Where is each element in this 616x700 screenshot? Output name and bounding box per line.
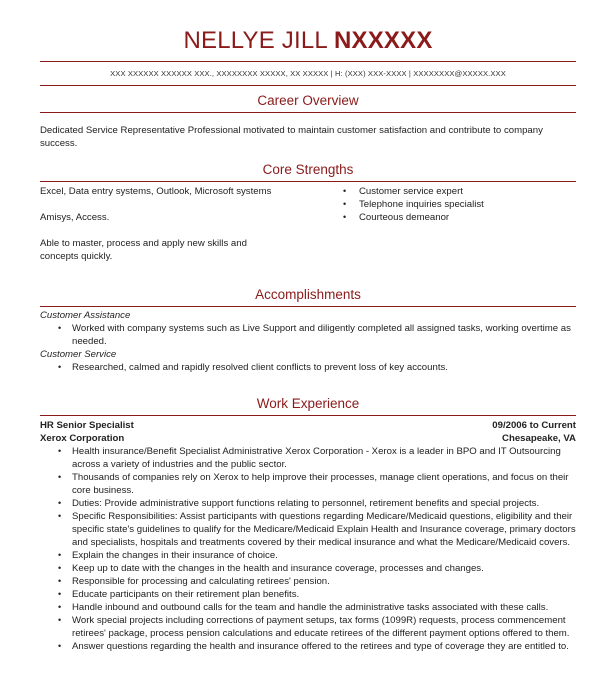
job-bullet: • Explain the changes in their insurance of choice. xyxy=(40,549,576,562)
career-overview-text: Dedicated Service Representative Professional motivated to maintain customer satisfaction and contribute to company success. xyxy=(40,125,543,149)
name-last: NXXXXX xyxy=(333,27,433,54)
strength-text: Amisys, Access. xyxy=(40,212,110,223)
accomplishment-heading: Customer Assistance xyxy=(40,310,131,321)
job-entry xyxy=(40,416,576,653)
job-subheader xyxy=(40,432,576,445)
job-bullet: • Keep up to date with the changes in the health and insurance coverage, processes and changes. xyxy=(40,562,576,575)
job-bullet: • Handle inbound and outbound calls for the team and handle the administrative tasks associated with these calls. xyxy=(40,601,576,614)
strength-text: Excel, Data entry systems, Outlook, Microsoft systems xyxy=(40,186,272,197)
core-strengths-columns xyxy=(40,182,576,263)
contact-info: XXX XXXXXX XXXXXX XXX., XXXXXXXX XXXXX, XX XXXXX | H: (XXX) XXX-XXXX | XXXXXXXX@XXXXX.XXX xyxy=(110,69,506,78)
strength-item: • Courteous demeanor xyxy=(338,211,576,224)
job-bullet: • Specific Responsibilities: Assist participants with questions regarding Medicare/Medicaid questions, eligibility and their specific state's guidelines to qualify for the Medicare/Medicaid Explain Health and Insurance coverage, primary doctors and specialists, hospitals and treatments covered by their medical insurance and what the Medicare/Medicaid covers. xyxy=(40,510,576,549)
accomplishment-heading: Customer Service xyxy=(40,349,117,360)
job-bullet: • Educate participants on their retirement plan benefits. xyxy=(40,588,576,601)
job-location: Chesapeake, VA xyxy=(502,433,576,444)
job-dates: 09/2006 to Current xyxy=(492,420,576,431)
accomplishments-title: Accomplishments xyxy=(255,287,361,302)
job-company: Xerox Corporation xyxy=(40,433,125,444)
accomplishments-list xyxy=(40,307,576,374)
job-bullet: • Work special projects including corrections of payment setups, tax forms (1099R) requests, process commencement retirees' package, process pension calculations and educate retirees of the different payment options offered to them. xyxy=(40,614,576,640)
accomplishment-item: • Worked with company systems such as Live Support and diligently completed all assigned tasks, working overtime as needed. xyxy=(40,322,576,348)
job-bullet: • Responsible for processing and calculating retirees' pension. xyxy=(40,575,576,588)
name-first: NELLYE JILL xyxy=(183,27,334,54)
core-strengths-right xyxy=(320,185,576,263)
strength-text: Able to master, process and apply new skills and concepts quickly. xyxy=(40,238,247,262)
job-bullet: • Thousands of companies rely on Xerox to help improve their processes, manage client operations, and focus on their core business. xyxy=(40,471,576,497)
strength-item: • Customer service expert xyxy=(338,185,576,198)
career-overview-title: Career Overview xyxy=(257,93,359,108)
job-bullet: • Health insurance/Benefit Specialist Administrative Xerox Corporation - Xerox is a leader in BPO and IT Outsourcing across a variety of industries and the public sector. xyxy=(40,445,576,471)
job-bullet: • Answer questions regarding the health and insurance offered to the retirees and type of coverage they are entitled to. xyxy=(40,640,576,653)
job-bullets xyxy=(40,445,576,653)
core-strengths-left xyxy=(40,185,320,263)
job-bullet: • Duties: Provide administrative support functions relating to personnel, retirement benefits and special projects. xyxy=(40,497,576,510)
work-experience-title: Work Experience xyxy=(256,396,360,411)
core-strengths-title: Core Strengths xyxy=(262,162,354,177)
candidate-name xyxy=(40,0,576,55)
job-position: HR Senior Specialist xyxy=(40,420,134,431)
accomplishment-item: • Researched, calmed and rapidly resolved client conflicts to prevent loss of key accounts. xyxy=(40,361,576,374)
job-header xyxy=(40,419,576,432)
strength-item: • Telephone inquiries specialist xyxy=(338,198,576,211)
